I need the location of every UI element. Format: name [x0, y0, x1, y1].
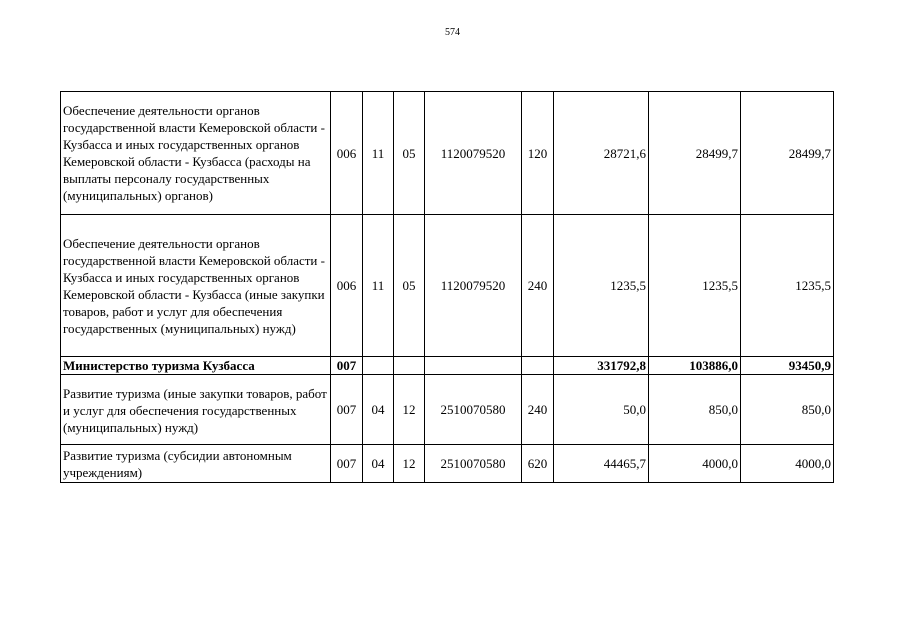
row-name: Обеспечение деятельности органов государственной власти Кемеровской области - Кузбасса и иных государственных органов Кемеровской области - Кузбасса (расходы на выплаты персоналу государственных (муниципальных) органов) — [61, 92, 331, 215]
subsection-code: 05 — [394, 92, 425, 215]
amount-year3: 28499,7 — [741, 92, 834, 215]
target-code: 1120079520 — [425, 92, 522, 215]
target-code — [425, 357, 522, 375]
row-name: Министерство туризма Кузбасса — [61, 357, 331, 375]
row-name: Развитие туризма (субсидии автономным учреждениям) — [61, 445, 331, 483]
table-row-ministry-total — [61, 357, 834, 375]
amount-year2: 850,0 — [649, 375, 741, 445]
section-code: 11 — [363, 92, 394, 215]
subsection-code: 05 — [394, 215, 425, 357]
subsection-code — [394, 357, 425, 375]
target-code: 2510070580 — [425, 375, 522, 445]
amount-year3: 93450,9 — [741, 357, 834, 375]
amount-year1: 331792,8 — [554, 357, 649, 375]
row-name: Развитие туризма (иные закупки товаров, работ и услуг для обеспечения государственных (муниципальных) нужд) — [61, 375, 331, 445]
section-code: 04 — [363, 445, 394, 483]
amount-year1: 44465,7 — [554, 445, 649, 483]
table-row — [61, 445, 834, 483]
amount-year1: 50,0 — [554, 375, 649, 445]
amount-year2: 103886,0 — [649, 357, 741, 375]
amount-year3: 850,0 — [741, 375, 834, 445]
ministry-code: 006 — [331, 215, 363, 357]
section-code: 04 — [363, 375, 394, 445]
ministry-code: 006 — [331, 92, 363, 215]
ministry-code: 007 — [331, 445, 363, 483]
section-code — [363, 357, 394, 375]
ministry-code: 007 — [331, 375, 363, 445]
table-row — [61, 92, 834, 215]
expense-type-code: 620 — [522, 445, 554, 483]
expense-type-code — [522, 357, 554, 375]
ministry-code: 007 — [331, 357, 363, 375]
expense-type-code: 240 — [522, 375, 554, 445]
table-row — [61, 375, 834, 445]
target-code: 1120079520 — [425, 215, 522, 357]
amount-year3: 1235,5 — [741, 215, 834, 357]
section-code: 11 — [363, 215, 394, 357]
target-code: 2510070580 — [425, 445, 522, 483]
amount-year2: 28499,7 — [649, 92, 741, 215]
row-name: Обеспечение деятельности органов государственной власти Кемеровской области - Кузбасса и иных государственных органов Кемеровской области - Кузбасса (иные закупки товаров, работ и услуг для обеспечения государственных (муниципальных) нужд) — [61, 215, 331, 357]
amount-year2: 1235,5 — [649, 215, 741, 357]
amount-year2: 4000,0 — [649, 445, 741, 483]
amount-year1: 1235,5 — [554, 215, 649, 357]
subsection-code: 12 — [394, 445, 425, 483]
budget-table — [60, 91, 834, 483]
amount-year1: 28721,6 — [554, 92, 649, 215]
table-row — [61, 215, 834, 357]
amount-year3: 4000,0 — [741, 445, 834, 483]
subsection-code: 12 — [394, 375, 425, 445]
expense-type-code: 120 — [522, 92, 554, 215]
page-number: 574 — [445, 27, 460, 38]
expense-type-code: 240 — [522, 215, 554, 357]
